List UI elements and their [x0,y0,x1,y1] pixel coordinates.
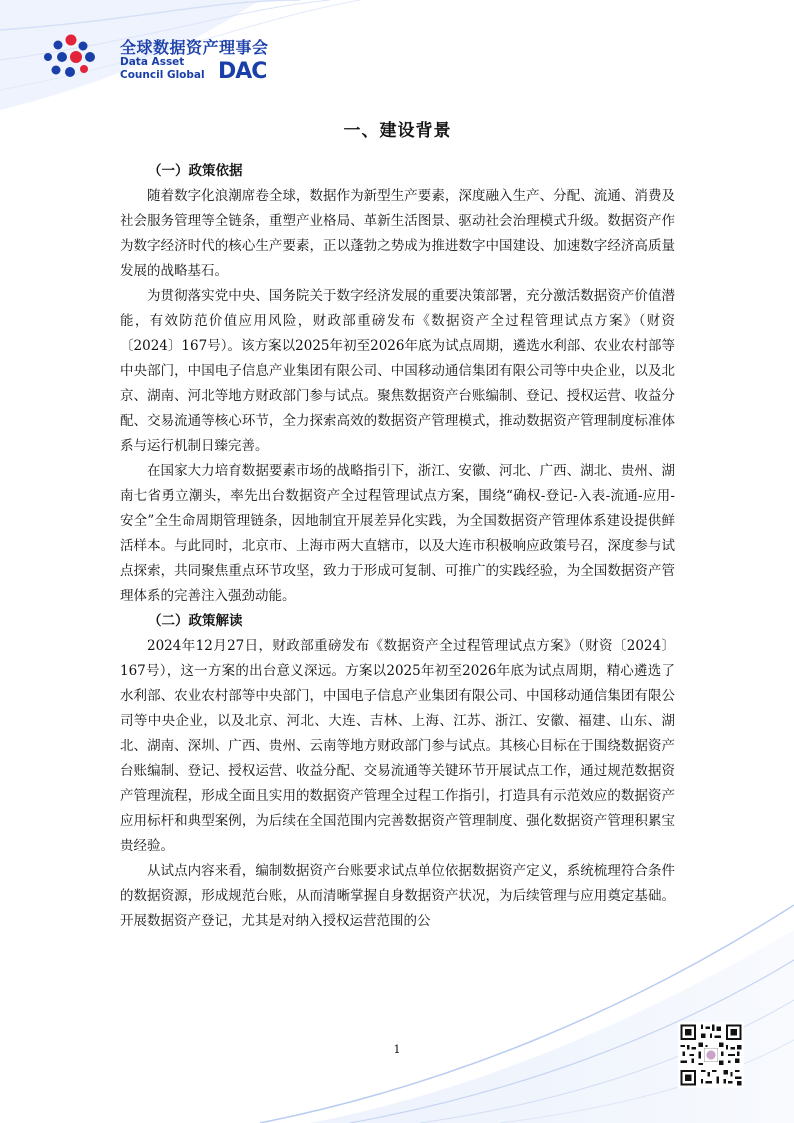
section-heading-policy-interpretation: （二）政策解读 [148,613,243,629]
paragraph: 从试点内容来看，编制数据资产台账要求试点单位依据数据资产定义，系统梳理符合条件的数据资源，形成规范台账，从而清晰掌握自身数据资产状况，为后续管理与应用奠定基础。开展数据资产登记，尤其是对纳入授权运营范围的公 [120,863,675,929]
molecule-dots-logo-icon [38,32,120,86]
section-heading-policy-basis: （一）政策依据 [148,163,243,179]
paragraph: 为贯彻落实党中央、国务院关于数字经济发展的重要决策部署，充分激活数据资产价值潜能，有效防范价值应用风险，财政部重磅发布《数据资产全过程管理试点方案》（财资〔2024〕167号）。该方案以2025年初至2026年底为试点周期，遴选水利部、农业农村部等中央部门，中国电子信息产业集团有限公司、中国移动通信集团有限公司等中央企业，以及北京、湖南、河北等地方财政部门参与试点。聚焦数据资产台账编制、登记、授权运营、收益分配、交易流通等核心环节，全力探索高效的数据资产管理模式，推动数据资产管理制度标准体系与运行机制日臻完善。 [120,288,675,454]
org-name-en [120,56,205,82]
document-title: 一、建设背景 [343,121,452,141]
document-body [120,116,675,934]
paragraph: 随着数字化浪潮席卷全球，数据作为新型生产要素，深度融入生产、分配、流通、消费及社会服务管理等全链条，重塑产业格局、革新生活图景、驱动社会治理模式升级。数据资产作为数字经济时代的核心生产要素，正以蓬勃之势成为推进数字中国建设、加速数字经济高质量发展的战略基石。 [120,188,675,279]
paragraph: 2024年12月27日，财政部重磅发布《数据资产全过程管理试点方案》（财资〔2024〕167号），这一方案的出台意义深远。方案以2025年初至2026年底为试点周期，精心遴选了水利部、农业农村部等中央部门，中国电子信息产业集团有限公司、中国移动通信集团有限公司等中央企业，以及北京、河北、大连、吉林、上海、江苏、浙江、安徽、福建、山东、湖北、湖南、深圳、广西、贵州、云南等地方财政部门参与试点。其核心目标在于围绕数据资产台账编制、登记、授权运营、收益分配、交易流通等关键环节开展试点工作，通过规范数据资产管理流程，形成全面且实用的数据资产管理全过程工作指引，打造具有示范效应的数据资产应用标杆和典型案例，为后续在全国范围内完善数据资产管理制度、强化数据资产管理积累宝贵经验。 [120,638,675,854]
paragraph: 在国家大力培育数据要素市场的战略指引下，浙江、安徽、河北、广西、湖北、贵州、湖南七省勇立潮头，率先出台数据资产全过程管理试点方案，围绕“确权-登记-入表-流通-应用-安全”全生命周期管理链条，因地制宜开展差异化实践，为全国数据资产管理体系建设提供鲜活样本。与此同时，北京市、上海市两大直辖市，以及大连市积极响应政策号召，深度参与试点探索，共同聚焦重点环节攻坚，致力于形成可复制、可推广的实践经验，为全国数据资产管理体系的完善注入强劲动能。 [120,463,675,604]
org-name-en-line1: Data Asset [120,56,185,68]
qr-code-icon [678,1022,744,1088]
org-name-cn: 全球数据资产理事会 [120,38,269,57]
page-number: 1 [393,1043,401,1056]
org-abbr: DAC [218,59,267,84]
org-name-en-line2: Council Global [120,69,205,81]
org-logo [38,32,298,86]
